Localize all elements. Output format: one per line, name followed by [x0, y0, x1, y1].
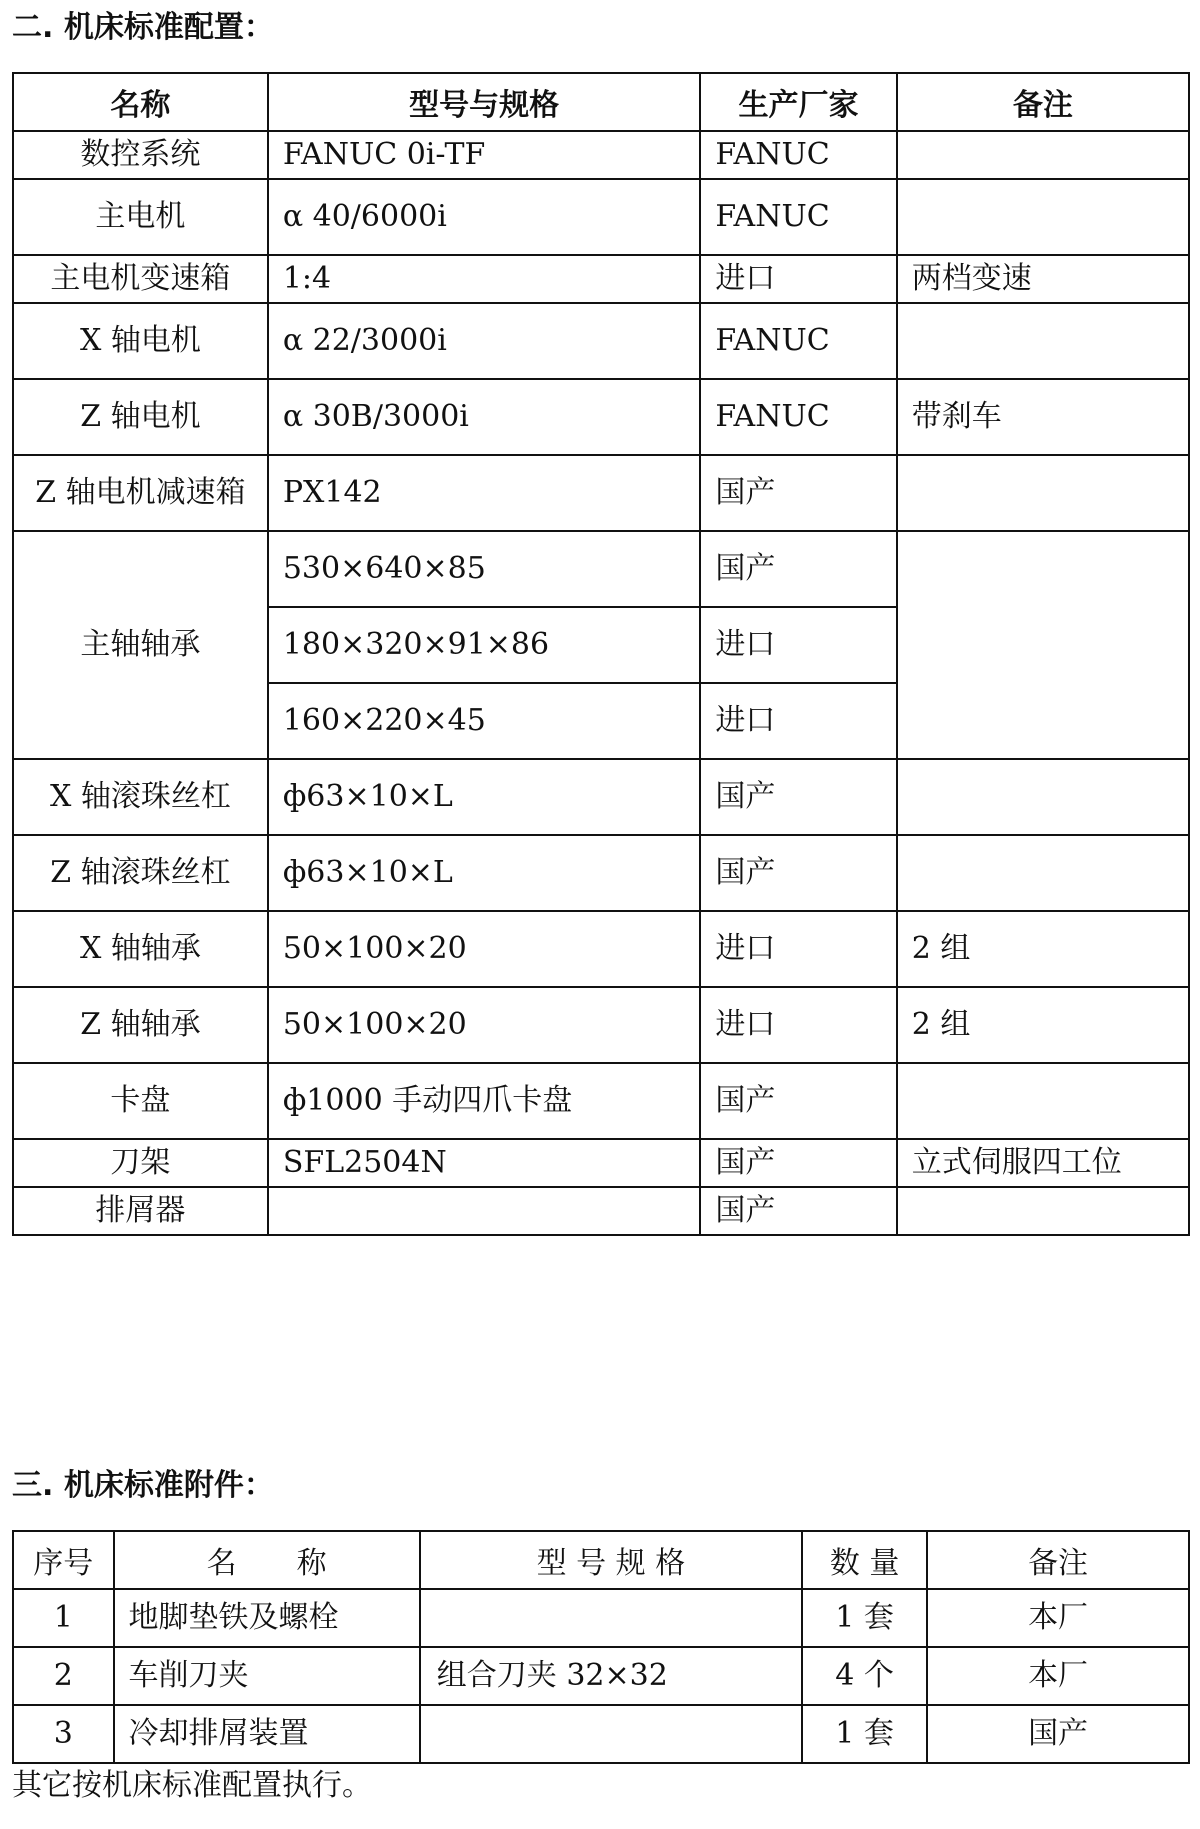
cell-name: 车削刀夹 — [114, 1647, 420, 1705]
cell-model: ф63×10×L — [268, 835, 701, 911]
cell-name: 冷却排屑装置 — [114, 1705, 420, 1763]
col-header-name: 名 称 — [114, 1531, 420, 1589]
cell-model: FANUC 0i-TF — [268, 131, 701, 179]
table-row — [13, 379, 1189, 455]
cell-model: α 22/3000i — [268, 303, 701, 379]
cell-maker: 国产 — [700, 759, 896, 835]
cell-remark — [897, 1187, 1189, 1235]
cell-quantity: 1 套 — [802, 1589, 927, 1647]
table-row — [13, 179, 1189, 255]
col-header-index: 序号 — [13, 1531, 114, 1589]
col-header-remark: 备注 — [897, 73, 1189, 131]
cell-name: 地脚垫铁及螺栓 — [114, 1589, 420, 1647]
cell-remark — [897, 759, 1189, 835]
table-row — [13, 455, 1189, 531]
cell-maker: FANUC — [700, 379, 896, 455]
cell-name: X 轴电机 — [13, 303, 268, 379]
col-header-remark: 备注 — [927, 1531, 1189, 1589]
cell-name-spindle-bearing: 主轴轴承 — [13, 531, 268, 759]
cell-maker: 进口 — [700, 987, 896, 1063]
cell-remark: 立式伺服四工位 — [897, 1139, 1189, 1187]
cell-maker: 国产 — [700, 531, 896, 607]
cell-model: 160×220×45 — [268, 683, 701, 759]
table-row — [13, 911, 1189, 987]
cell-remark: 本厂 — [927, 1589, 1189, 1647]
table-row — [13, 1139, 1189, 1187]
table-row — [13, 531, 1189, 607]
cell-name: Z 轴电机减速箱 — [13, 455, 268, 531]
cell-maker: 进口 — [700, 607, 896, 683]
standard-accessories-table — [12, 1530, 1190, 1764]
cell-name: 排屑器 — [13, 1187, 268, 1235]
cell-model: PX142 — [268, 455, 701, 531]
table-row — [13, 303, 1189, 379]
cell-maker: 进口 — [700, 683, 896, 759]
cell-quantity: 1 套 — [802, 1705, 927, 1763]
cell-maker: 国产 — [700, 1187, 896, 1235]
cell-remark — [897, 455, 1189, 531]
table-header-row — [13, 73, 1189, 131]
cell-model: ф1000 手动四爪卡盘 — [268, 1063, 701, 1139]
cell-maker: 国产 — [700, 1063, 896, 1139]
table-row — [13, 835, 1189, 911]
cell-model: SFL2504N — [268, 1139, 701, 1187]
cell-remark — [897, 1063, 1189, 1139]
cell-model: α 40/6000i — [268, 179, 701, 255]
cell-model: α 30B/3000i — [268, 379, 701, 455]
cell-remark — [897, 303, 1189, 379]
table-row — [13, 1647, 1189, 1705]
cell-model: 180×320×91×86 — [268, 607, 701, 683]
cell-model: 50×100×20 — [268, 987, 701, 1063]
cell-remark: 本厂 — [927, 1647, 1189, 1705]
standard-config-table — [12, 72, 1190, 1236]
cell-model — [420, 1589, 802, 1647]
cell-remark: 带刹车 — [897, 379, 1189, 455]
table-row — [13, 255, 1189, 303]
cell-remark: 2 组 — [897, 911, 1189, 987]
footer-note: 其它按机床标准配置执行。 — [12, 1768, 372, 1803]
table-row — [13, 1187, 1189, 1235]
table-row — [13, 1589, 1189, 1647]
table-row — [13, 131, 1189, 179]
cell-name: X 轴轴承 — [13, 911, 268, 987]
cell-maker: 进口 — [700, 911, 896, 987]
table-row — [13, 759, 1189, 835]
cell-model: 1:4 — [268, 255, 701, 303]
cell-name: 刀架 — [13, 1139, 268, 1187]
cell-remark — [897, 531, 1189, 759]
col-header-model: 型号与规格 — [268, 73, 701, 131]
cell-maker: FANUC — [700, 303, 896, 379]
section2-heading: 二. 机床标准配置： — [12, 10, 274, 45]
cell-name: Z 轴轴承 — [13, 987, 268, 1063]
cell-name: 主电机变速箱 — [13, 255, 268, 303]
cell-remark — [897, 131, 1189, 179]
cell-remark — [897, 179, 1189, 255]
cell-maker: 国产 — [700, 1139, 896, 1187]
table-header-row — [13, 1531, 1189, 1589]
cell-maker: FANUC — [700, 179, 896, 255]
cell-model: ф63×10×L — [268, 759, 701, 835]
col-header-quantity: 数 量 — [802, 1531, 927, 1589]
cell-name: Z 轴电机 — [13, 379, 268, 455]
cell-name: X 轴滚珠丝杠 — [13, 759, 268, 835]
cell-remark: 两档变速 — [897, 255, 1189, 303]
table-row — [13, 1705, 1189, 1763]
cell-model — [268, 1187, 701, 1235]
cell-name: Z 轴滚珠丝杠 — [13, 835, 268, 911]
cell-model: 组合刀夹 32×32 — [420, 1647, 802, 1705]
cell-name: 卡盘 — [13, 1063, 268, 1139]
cell-quantity: 4 个 — [802, 1647, 927, 1705]
cell-remark — [897, 835, 1189, 911]
col-header-model: 型 号 规 格 — [420, 1531, 802, 1589]
cell-maker: 进口 — [700, 255, 896, 303]
table-row — [13, 1063, 1189, 1139]
cell-index: 3 — [13, 1705, 114, 1763]
cell-name: 数控系统 — [13, 131, 268, 179]
cell-name: 主电机 — [13, 179, 268, 255]
cell-maker: 国产 — [700, 455, 896, 531]
cell-maker: 国产 — [700, 835, 896, 911]
cell-index: 1 — [13, 1589, 114, 1647]
cell-remark: 国产 — [927, 1705, 1189, 1763]
col-header-name: 名称 — [13, 73, 268, 131]
col-header-maker: 生产厂家 — [700, 73, 896, 131]
table-row — [13, 987, 1189, 1063]
cell-maker: FANUC — [700, 131, 896, 179]
cell-model: 50×100×20 — [268, 911, 701, 987]
cell-index: 2 — [13, 1647, 114, 1705]
cell-model — [420, 1705, 802, 1763]
cell-remark: 2 组 — [897, 987, 1189, 1063]
cell-model: 530×640×85 — [268, 531, 701, 607]
section3-heading: 三. 机床标准附件： — [12, 1468, 274, 1503]
